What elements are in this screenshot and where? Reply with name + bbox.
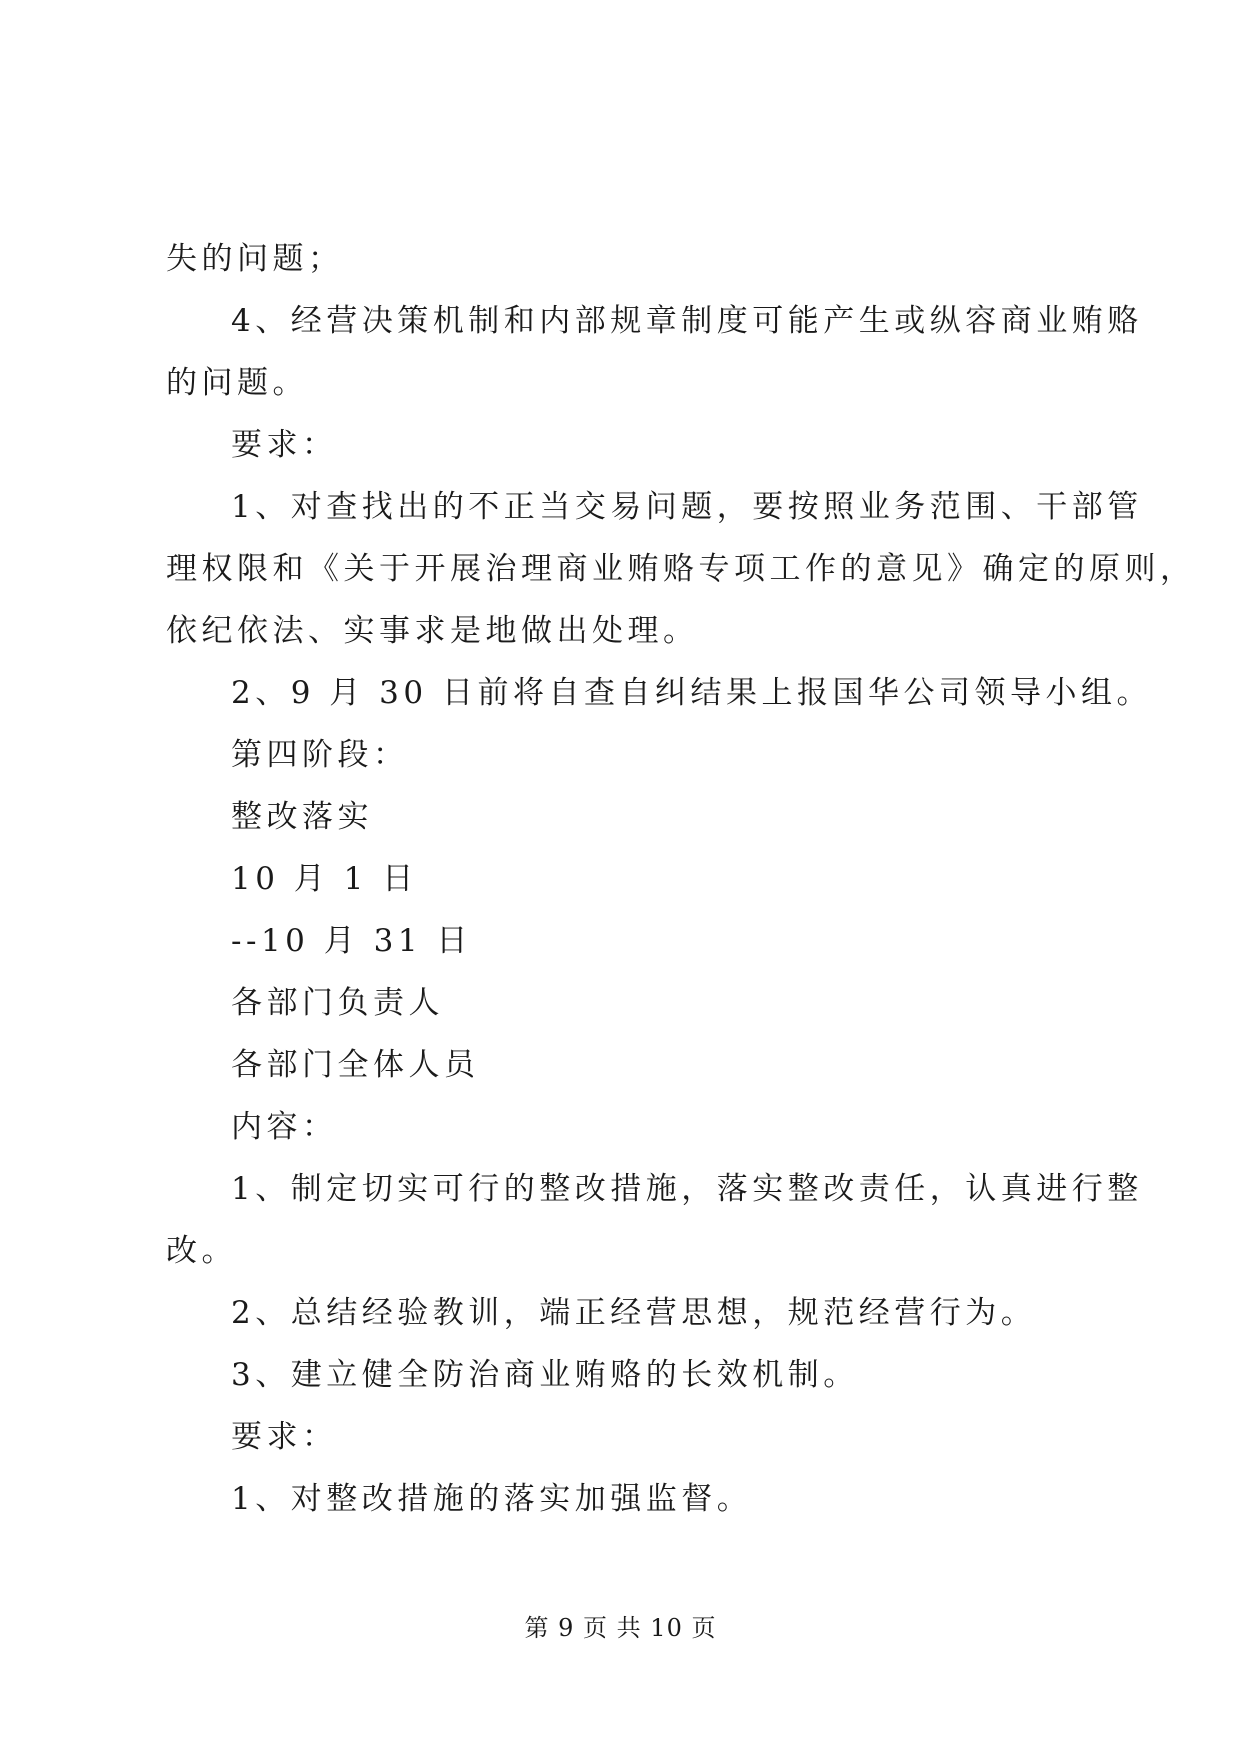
text-line-continuation: 改。 — [166, 1233, 237, 1269]
stage-end-date: --10 月 31 日 — [231, 923, 472, 959]
stage-title: 第四阶段： — [231, 737, 409, 773]
text-line-requirement-2: 2、9 月 30 日前将自查自纠结果上报国华公司领导小组。 — [231, 675, 1152, 711]
text-line-content-2: 2、总结经验教训，端正经营思想，规范经营行为。 — [231, 1295, 1037, 1331]
text-line-requirement-1: 1、对整改措施的落实加强监督。 — [231, 1481, 753, 1517]
text-line-item-4: 4、经营决策机制和内部规章制度可能产生或纵容商业贿赂 — [231, 303, 1143, 339]
text-line-continuation: 依纪依法、实事求是地做出处理。 — [166, 613, 699, 649]
page-number-footer: 第 9 页 共 10 页 — [524, 1614, 717, 1642]
document-body — [166, 228, 1196, 1530]
section-label-content: 内容： — [231, 1109, 338, 1145]
stage-start-date: 10 月 1 日 — [231, 861, 418, 897]
text-line-continuation: 理权限和《关于开展治理商业贿赂专项工作的意见》确定的原则， — [166, 551, 1196, 587]
section-label-requirements: 要求： — [231, 1419, 338, 1455]
text-line-content-1: 1、制定切实可行的整改措施，落实整改责任，认真进行整 — [231, 1171, 1143, 1207]
participants: 各部门全体人员 — [231, 1047, 480, 1083]
responsible-party: 各部门负责人 — [231, 985, 444, 1021]
section-label-requirements: 要求： — [231, 427, 338, 463]
text-line-content-3: 3、建立健全防治商业贿赂的长效机制。 — [231, 1357, 859, 1393]
text-line-continuation: 失的问题； — [166, 241, 344, 277]
text-line-requirement-1: 1、对查找出的不正当交易问题，要按照业务范围、干部管 — [231, 489, 1143, 525]
text-line-continuation: 的问题。 — [166, 365, 308, 401]
stage-name: 整改落实 — [231, 799, 373, 835]
